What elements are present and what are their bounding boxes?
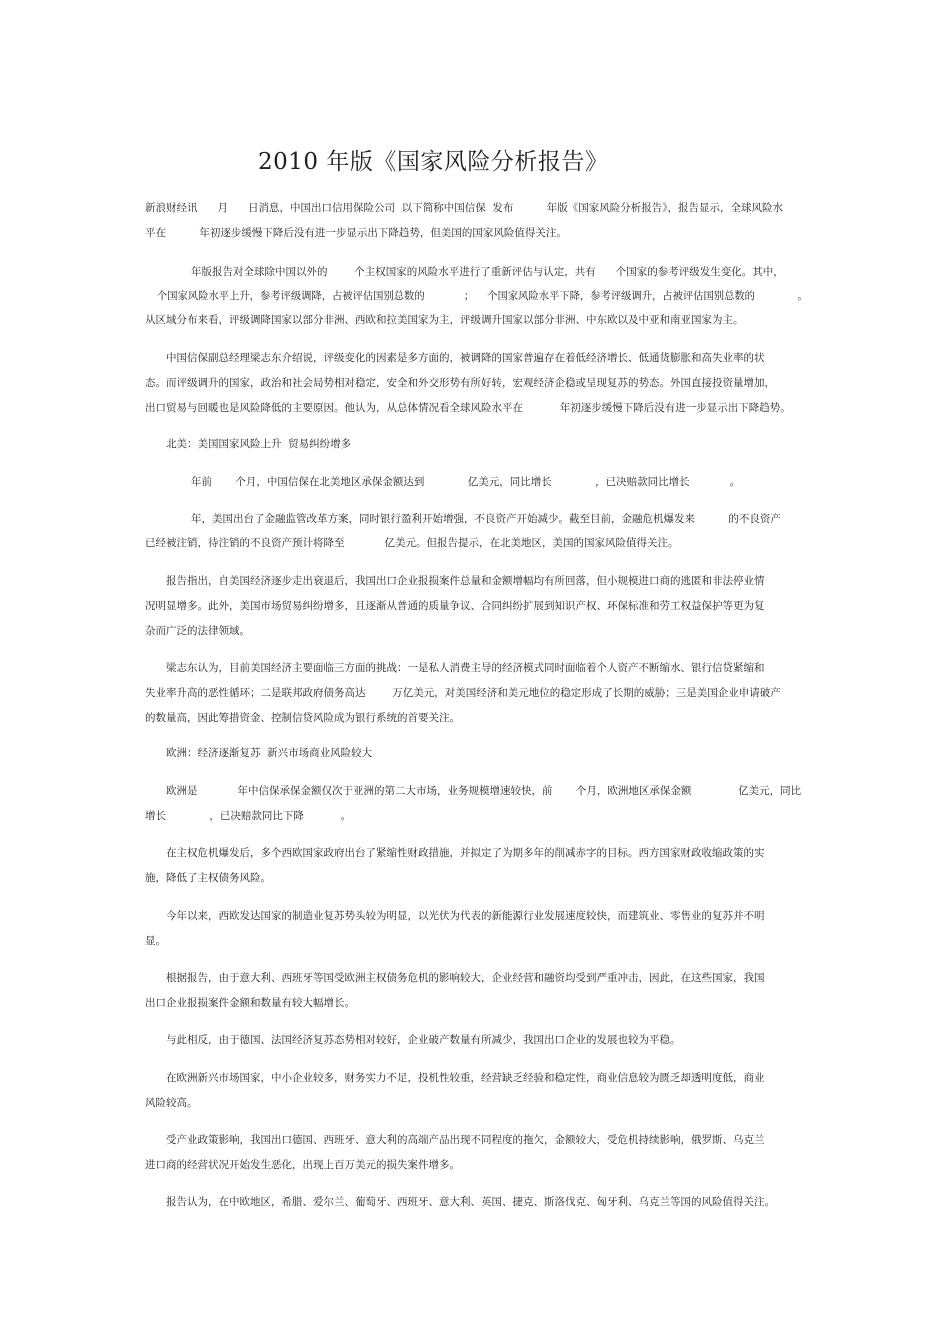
- text-line: 出口企业报损案件金额和数量有较大幅增长。: [145, 997, 355, 1009]
- text-line: 在主权危机爆发后，多个西欧国家政府出台了紧缩性财政措施，并拟定了为期多年的削减赤字的目标。西方国家财政收缩政策的实: [166, 847, 765, 859]
- text-line: 杂而广泛的法律领域。: [145, 625, 250, 637]
- text-line: 年前 个月，中国信保在北美地区承保金额达到 亿美元，同比增长 ，已决赔款同比增长 。: [191, 476, 741, 488]
- text-line: 平在 年初逐步缓慢下降后没有进一步显示出下降趋势，但美国的国家风险值得关注。: [145, 227, 567, 239]
- text-line: 年版报告对全球除中国以外的 个主权国家的风险水平进行了重新评估与认定，共有 个国家的参考评级发生变化。其中，: [191, 266, 784, 278]
- text-line: 根据报告，由于意大利、西班牙等国受欧洲主权债务危机的影响较大，企业经营和融资均受到严重冲击，因此，在这些国家，我国: [166, 972, 765, 984]
- text-line: 欧洲是 年中信保承保金额仅次于亚洲的第二大市场，业务规模增速较快，前 个月，欧洲地区承保金额 亿美元，同比: [166, 785, 802, 797]
- text-line: 风险较高。: [145, 1097, 198, 1109]
- section-heading: 北美：美国国家风险上升 贸易纠纷增多: [166, 438, 352, 450]
- text-line: 新浪财经讯 月 日消息，中国出口信用保险公司 以下简称中国信保 发布 年版《国家风险分析报告》，报告显示，全球风险水: [145, 202, 784, 214]
- document-title: 2010 年版《国家风险分析报告》: [258, 149, 609, 175]
- text-line: 已经被注销，待注销的不良资产预计将降至 亿美元。但报告提示，在北美地区，美国的国家风险值得关注。: [145, 537, 679, 549]
- text-line: 今年以来，西欧发达国家的制造业复苏势头较为明显，以光伏为代表的新能源行业发展速度较快，而建筑业、零售业的复苏并不明: [166, 910, 765, 922]
- text-line: 的数量高，因此筹措资金、控制信贷风险成为银行系统的首要关注。: [145, 712, 460, 724]
- text-line: 从区域分布来看，评级调降国家以部分非洲、西欧和拉美国家为主，评级调升国家以部分非洲、中东欧以及中亚和南亚国家为主。: [145, 314, 744, 326]
- text-line: 报告指出，自美国经济逐步走出衰退后，我国出口企业报损案件总量和金额增幅均有所回落，但小规模进口商的逃匿和非法停业情: [166, 575, 765, 587]
- section-heading: 欧洲：经济逐渐复苏 新兴市场商业风险较大: [166, 747, 373, 759]
- text-line: 出口贸易与回暖也是风险降低的主要原因。他认为，从总体情况看全球风险水平在 年初逐步缓慢下降后没有进一步显示出下降趋势。: [145, 402, 791, 414]
- text-line: 况明显增多。此外，美国市场贸易纠纷增多，且逐渐从普通的质量争议、合同纠纷扩展到知识产权、环保标准和劳工权益保护等更为复: [145, 600, 765, 612]
- text-line: 施，降低了主权债务风险。: [145, 872, 271, 884]
- text-line: 报告认为，在中欧地区，希腊、爱尔兰、葡萄牙、西班牙、意大利、英国、捷克、斯洛伐克、匈牙利、乌克兰等国的风险值得关注。: [166, 1196, 775, 1208]
- text-line: 态。而评级调升的国家，政治和社会局势相对稳定，安全和外交形势有所好转，宏观经济企稳或呈现复苏的势态。外国直接投资量增加，: [145, 377, 775, 389]
- text-line: 个国家风险水平上升，参考评级调降，占被评估国别总数的 ； 个国家风险水平下降，参考评级调升，占被评估国别总数的 。: [157, 290, 808, 302]
- text-line: 梁志东认为，目前美国经济主要面临三方面的挑战：一是私人消费主导的经济模式同时面临着个人资产不断缩水、银行信贷紧缩和: [166, 662, 765, 674]
- text-line: 年，美国出台了金融监管改革方案，同时银行盈利开始增强，不良资产开始减少。截至目前，金融危机爆发来 的不良资产: [191, 513, 781, 525]
- text-line: 与此相反，由于德国、法国经济复苏态势相对较好，企业破产数量有所减少，我国出口企业的发展也较为平稳。: [166, 1034, 681, 1046]
- text-line: 进口商的经营状况开始发生恶化，出现上百万美元的损失案件增多。: [145, 1159, 460, 1171]
- text-line: 显。: [145, 935, 166, 947]
- text-line: 受产业政策影响，我国出口德国、西班牙、意大利的高端产品出现不同程度的拖欠，金额较大，受危机持续影响，俄罗斯、乌克兰: [166, 1134, 765, 1146]
- text-line: 在欧洲新兴市场国家，中小企业较多，财务实力不足，投机性较重，经营缺乏经验和稳定性，商业信息较为匮乏却透明度低，商业: [166, 1072, 765, 1084]
- text-line: 增长 ，已决赔款同比下降 。: [145, 810, 352, 822]
- text-line: 失业率升高的恶性循环；二是联邦政府债务高达 万亿美元，对美国经济和美元地位的稳定形成了长期的威胁；三是美国企业申请破产: [145, 687, 781, 699]
- text-line: 中国信保副总经理梁志东介绍说，评级变化的因素是多方面的，被调降的国家普遍存在着低经济增长、低通货膨胀和高失业率的状: [166, 352, 765, 364]
